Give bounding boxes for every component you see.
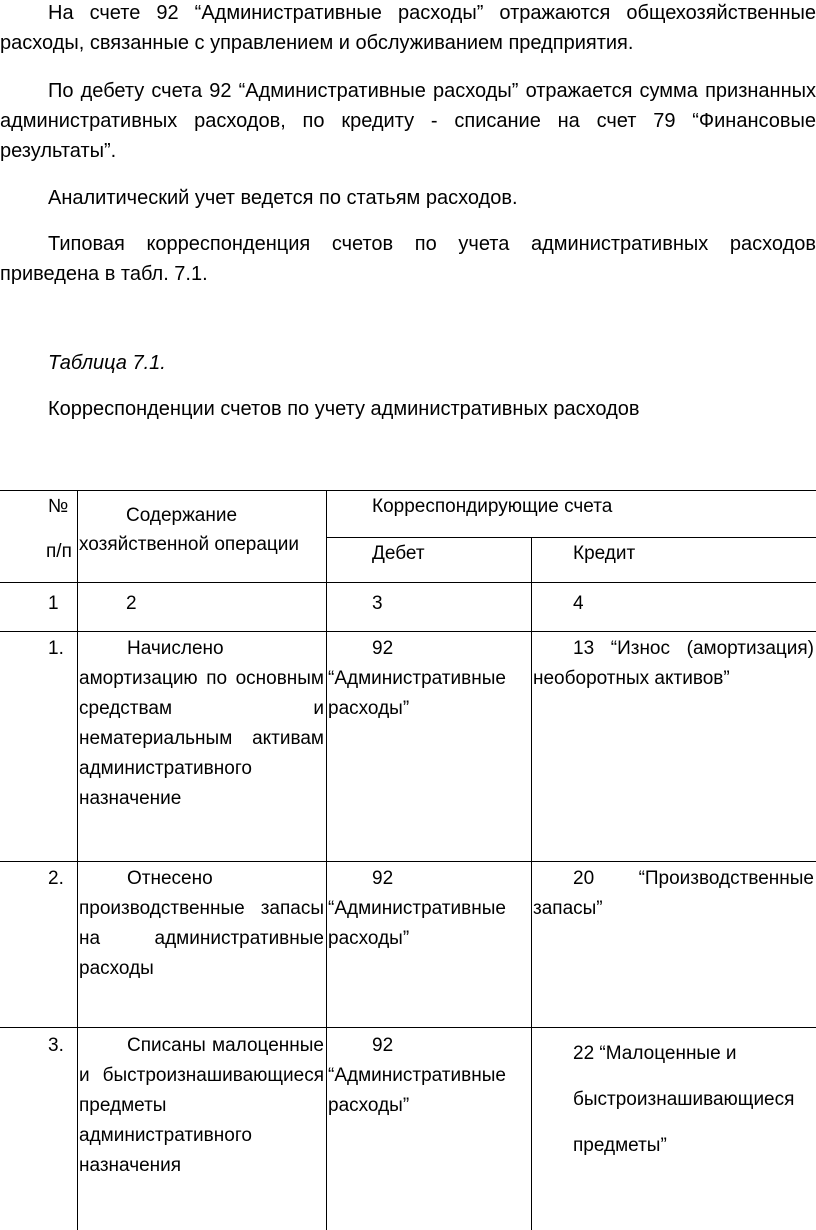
header-content-line1: Содержание [126, 505, 238, 526]
table-header-bottom [0, 582, 816, 583]
row-number: 2. [48, 868, 64, 889]
column-number: 1 [48, 593, 59, 614]
table-col-divider [531, 537, 532, 1230]
table-col-divider [77, 490, 78, 1230]
table-row-divider [0, 1027, 816, 1028]
column-number: 2 [126, 593, 137, 614]
column-number: 4 [573, 593, 584, 614]
table-row-divider [0, 861, 816, 862]
row-credit: 13 “Износ (амортизация) необоротных активов” [533, 638, 814, 689]
header-credit: Кредит [573, 543, 636, 564]
row-number: 1. [48, 638, 64, 659]
table-col-divider [326, 490, 327, 1230]
row-number: 3. [48, 1035, 64, 1056]
table-header-divider [326, 537, 816, 538]
reference-paragraph: Типовая корреспонденция счетов по учета административных расходов приведена в табл. 7.1. [0, 233, 816, 285]
header-number-symbol: № [48, 496, 69, 517]
table-label: Таблица 7.1. [48, 352, 166, 374]
row-content: Отнесено производственные запасы на административные расходы [79, 868, 324, 979]
table-title: Корреспонденции счетов по учету административных расходов [48, 398, 640, 420]
header-content-line2: хозяйственной операции [79, 534, 300, 555]
row-debit: 92 “Административные расходы” [328, 868, 506, 949]
analytics-paragraph: Аналитический учет ведется по статьям расходов. [48, 187, 518, 209]
column-number: 3 [372, 593, 383, 614]
row-debit: 92 “Административные расходы” [328, 638, 506, 719]
table-colnum-bottom [0, 631, 816, 632]
row-content: Списаны малоценные и быстроизнашивающиеся предметы административного назначения [79, 1035, 324, 1176]
header-number-suffix: п/п [46, 541, 72, 562]
intro-paragraph: На счете 92 “Административные расходы” отражаются общехозяйственные расходы, связанные с управлением и обслуживанием предприятия. [0, 2, 816, 54]
debit-credit-paragraph: По дебету счета 92 “Административные расходы” отражается сумма признанных административных расходов, по кредиту - списание на счет 79 “Финансовые результаты”. [0, 80, 816, 162]
header-debit: Дебет [372, 543, 425, 564]
row-credit: 20 “Производственные запасы” [533, 868, 814, 919]
row-credit: 22 “Малоценные и быстроизнашивающиеся предметы” [573, 1043, 795, 1156]
row-content: Начислено амортизацию по основным средствам и нематериальным активам административного назначение [79, 638, 324, 809]
header-accounts: Корреспондирующие счета [372, 496, 613, 517]
table-border-top [0, 490, 816, 491]
row-debit: 92 “Административные расходы” [328, 1035, 506, 1116]
